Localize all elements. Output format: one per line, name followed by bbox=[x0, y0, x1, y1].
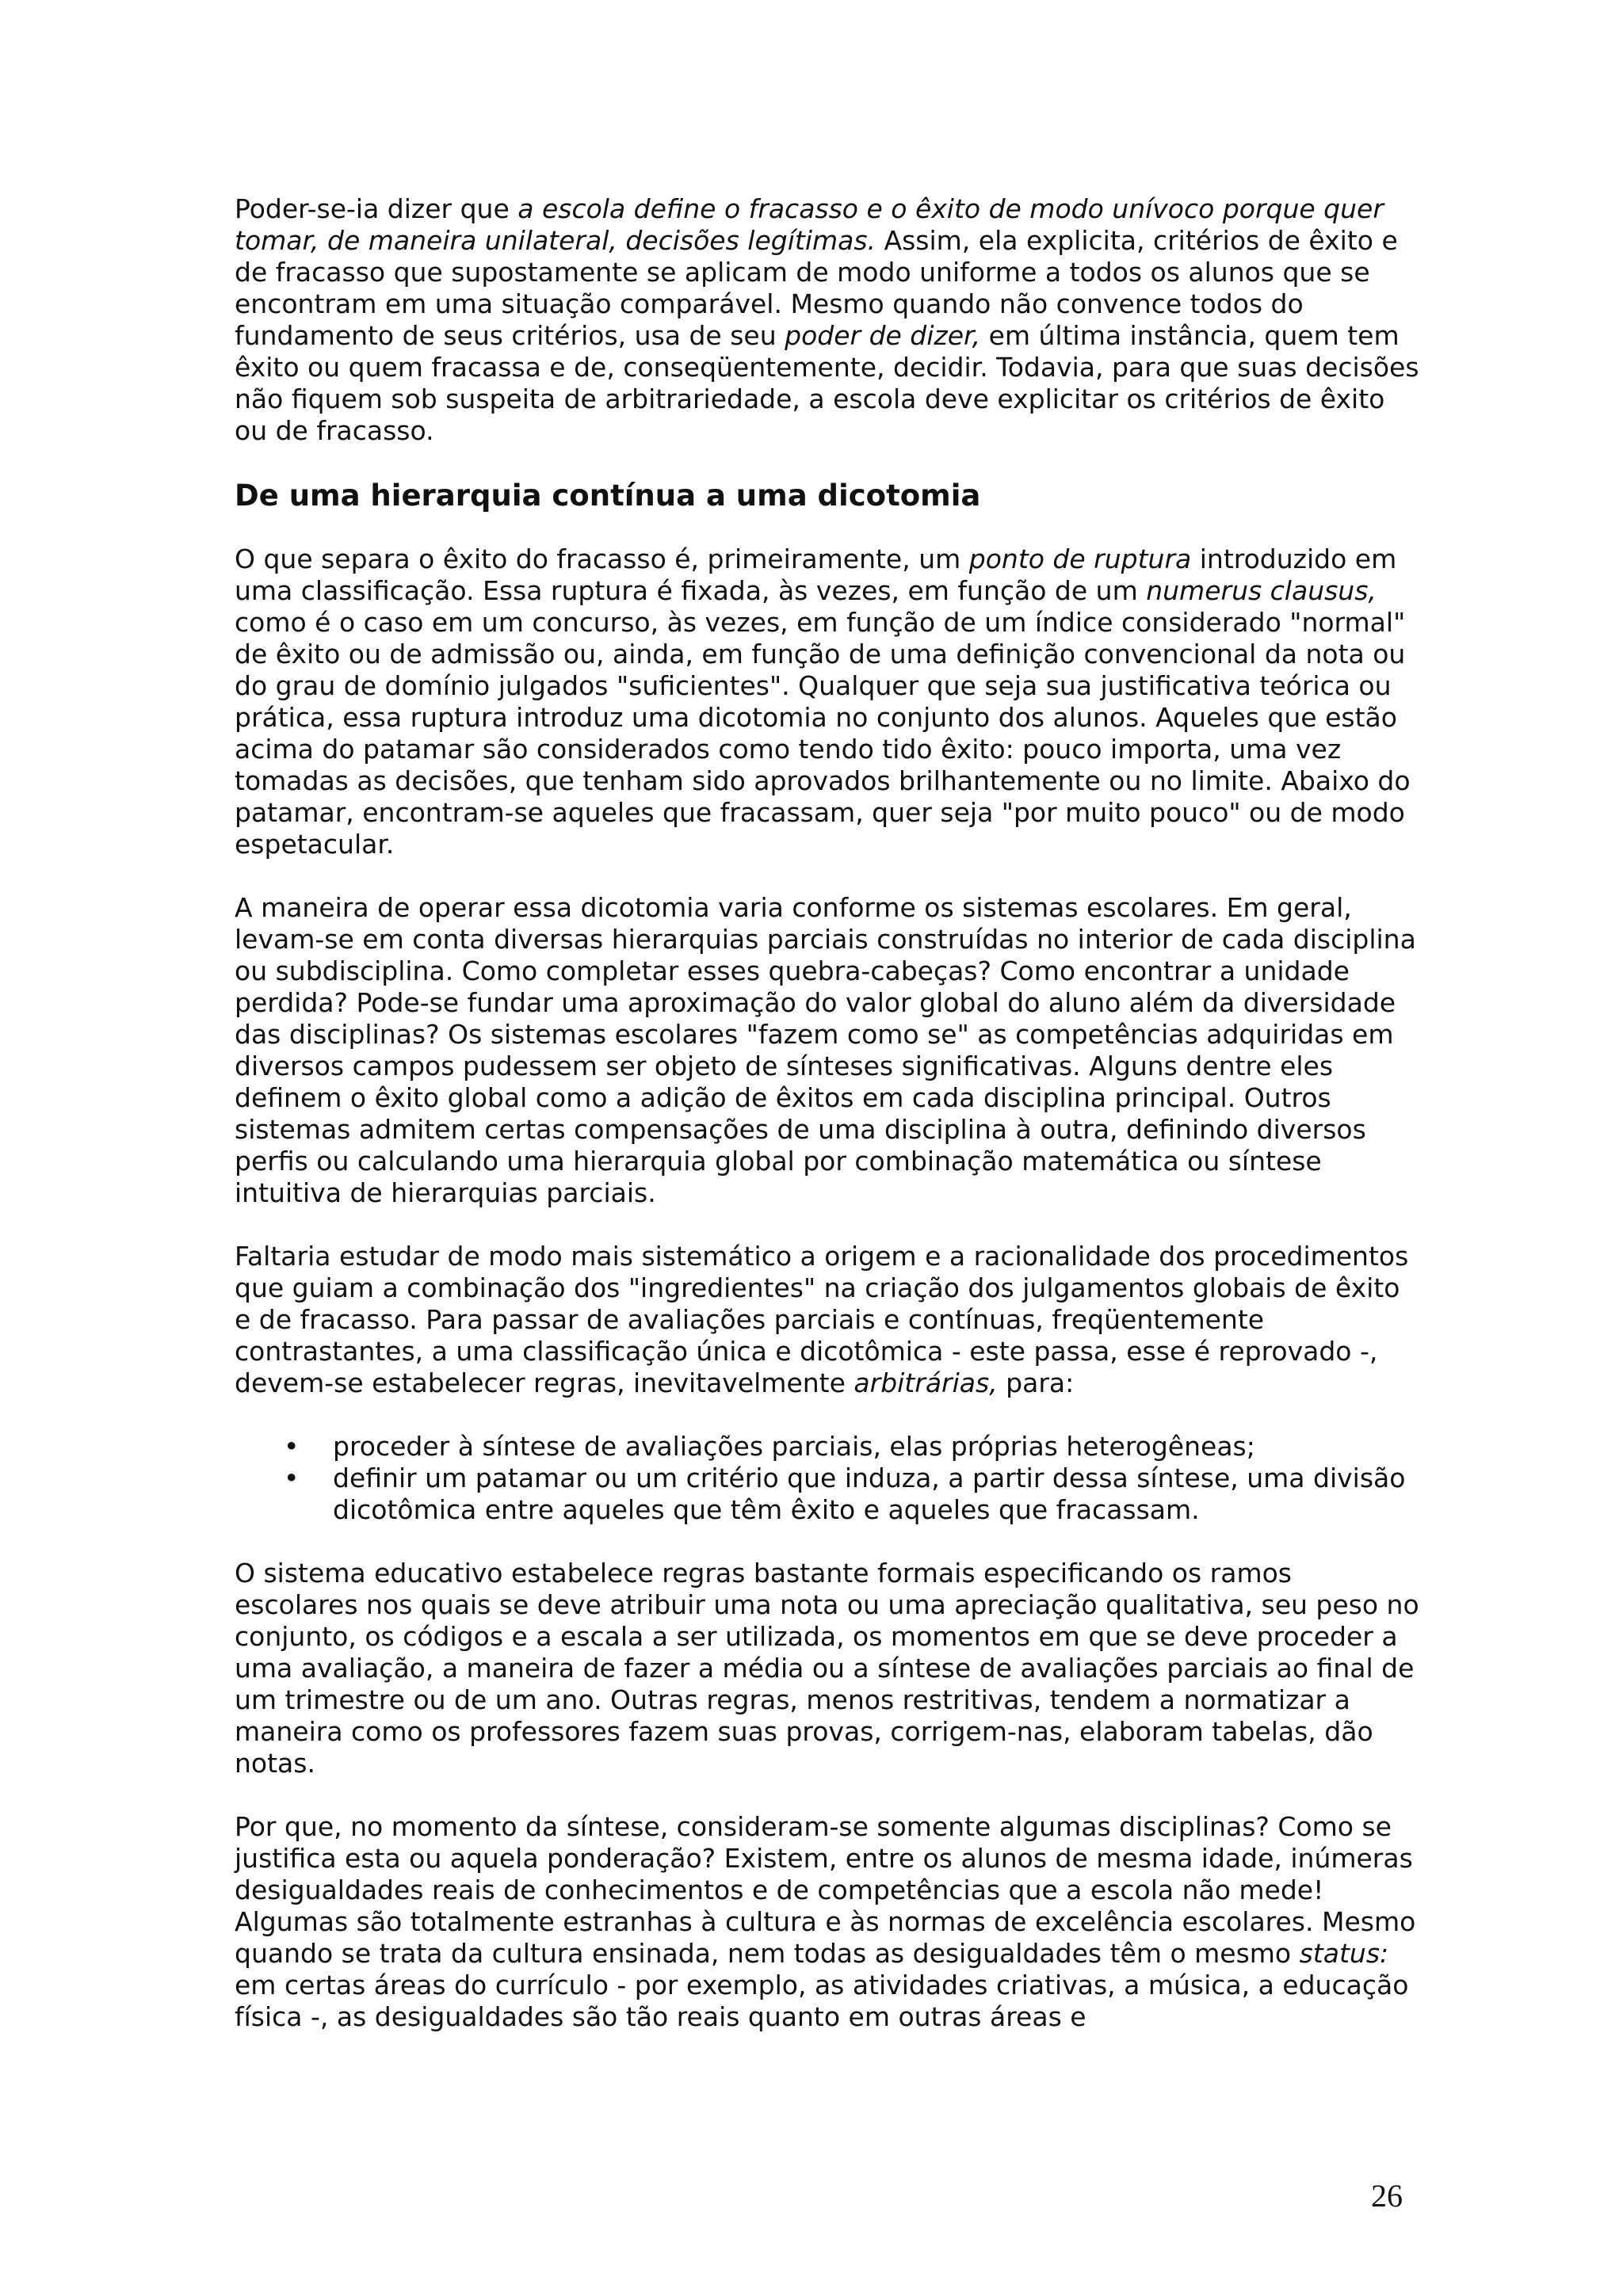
paragraph-3: A maneira de operar essa dicotomia varia conforme os sistemas escolares. Em geral, levam-se em conta diversas hierarquias parciais construídas no interior de cada disciplina ou subdisciplina. Como completar esses quebra-cabeças? Como encontrar a unidade perdida? Pode-se fundar uma aproximação do valor global do aluno além da diversidade das disciplinas? Os sistemas escolares "fazem como se" as competências adquiridas em diversos campos pudessem ser objeto de sínteses significativas. Alguns dentre eles definem o êxito global como a adição de êxitos em cada disciplina principal. Outros sistemas admitem certas compensações de uma disciplina à outra, definindo diversos perfis ou calculando uma hierarquia global por combinação matemática ou síntese intuitiva de hierarquias parciais. bbox=[235, 892, 1416, 1208]
paragraph-1 bbox=[235, 193, 1423, 447]
list-item-text: proceder à síntese de avaliações parciais, elas próprias heterogêneas; bbox=[333, 1431, 1255, 1462]
p2-text-c: introduzido em uma classificação. Essa ruptura é fixada, às vezes, em função de um bbox=[235, 543, 1397, 606]
p1-italic-b: a escola define o fracasso e o êxito de modo unívoco porque quer tomar, de maneira unilateral, decisões legítimas. bbox=[235, 193, 1384, 256]
paragraph-6 bbox=[235, 1811, 1423, 2033]
p2-italic-d: numerus clausus, bbox=[1146, 575, 1377, 606]
paragraph-4 bbox=[235, 1241, 1423, 1399]
p4-text-a: Faltaria estudar de modo mais sistemático a origem e a racionalidade dos procedimentos que guiam a combinação dos "ingredientes" na criação dos julgamentos globais de êxito e de fracasso. Para passar de avaliações parciais e contínuas, freqüentemente contrastantes, a uma classificação única e dicotômica - este passa, esse é reprovado -, devem-se estabelecer regras, inevitavelmente bbox=[235, 1241, 1409, 1398]
page-number: 26 bbox=[1371, 2178, 1403, 2214]
p1-text-a: Poder-se-ia dizer que bbox=[235, 193, 518, 224]
p6-text-a: Por que, no momento da síntese, consideram-se somente algumas disciplinas? Como se justifica esta ou aquela ponderação? Existem, entre os alunos de mesma idade, inúmeras desigualdades reais de conhecimentos e de competências que a escola não mede! Algumas são totalmente estranhas à cultura e às normas de excelência escolares. Mesmo quando se trata da cultura ensinada, nem todas as desigualdades têm o mesmo bbox=[235, 1811, 1416, 1969]
document-page bbox=[235, 193, 1423, 2065]
p1-italic-d: poder de dizer, bbox=[785, 320, 981, 351]
bullet-icon: • bbox=[284, 1431, 300, 1462]
p6-italic-b: status: bbox=[1299, 1938, 1389, 1969]
p2-italic-b: ponto de ruptura bbox=[968, 543, 1192, 574]
paragraph-2 bbox=[235, 543, 1423, 860]
list-item bbox=[235, 1463, 1423, 1526]
p1-text-e: em última instância, quem tem êxito ou quem fracassa e de, conseqüentemente, decidir. Todavia, para que suas decisões não fiquem sob suspeita de arbitrariedade, a escola deve explicitar os critérios de êxito ou de fracasso. bbox=[235, 320, 1419, 446]
p2-text-e: como é o caso em um concurso, às vezes, em função de um índice considerado "normal" de êxito ou de admissão ou, ainda, em função de uma definição convencional da nota ou do grau de domínio julgados "suficientes". Qualquer que seja sua justificativa teórica ou prática, essa ruptura introduz uma dicotomia no conjunto dos alunos. Aqueles que estão acima do patamar são considerados como tendo tido êxito: pouco importa, uma vez tomadas as decisões, que tenham sido aprovados brilhantemente ou no limite. Abaixo do patamar, encontram-se aqueles que fracassam, quer seja "por muito pouco" ou de modo espetacular. bbox=[235, 607, 1411, 860]
list-item bbox=[235, 1431, 1423, 1463]
section-heading: De uma hierarquia contínua a uma dicotomia bbox=[235, 479, 981, 513]
list-item-text: definir um patamar ou um critério que induza, a partir dessa síntese, uma divisão dicotômica entre aqueles que têm êxito e aqueles que fracassam. bbox=[333, 1463, 1406, 1525]
p6-text-c: em certas áreas do currículo - por exemplo, as atividades criativas, a música, a educação física -, as desigualdades são tão reais quanto em outras áreas e bbox=[235, 1970, 1409, 2032]
p4-text-c: para: bbox=[997, 1367, 1075, 1398]
paragraph-5: O sistema educativo estabelece regras bastante formais especificando os ramos escolares nos quais se deve atribuir uma nota ou uma apreciação qualitativa, seu peso no conjunto, os códigos e a escala a ser utilizada, os momentos em que se deve proceder a uma avaliação, a maneira de fazer a média ou a síntese de avaliações parciais ao final de um trimestre ou de um ano. Outras regras, menos restritivas, tendem a normatizar a maneira como os professores fazem suas provas, corrigem-nas, elaboram tabelas, dão notas. bbox=[235, 1558, 1419, 1779]
bullet-list bbox=[235, 1431, 1423, 1526]
p2-text-a: O que separa o êxito do fracasso é, primeiramente, um bbox=[235, 543, 969, 574]
bullet-icon: • bbox=[284, 1463, 300, 1493]
p4-italic-b: arbitrárias, bbox=[854, 1367, 998, 1398]
p1-text-c: Assim, ela explicita, critérios de êxito e de fracasso que supostamente se aplicam de modo uniforme a todos os alunos que se encontram em uma situação comparável. Mesmo quando não convence todos do fundamento de seus critérios, usa de seu bbox=[235, 225, 1398, 351]
